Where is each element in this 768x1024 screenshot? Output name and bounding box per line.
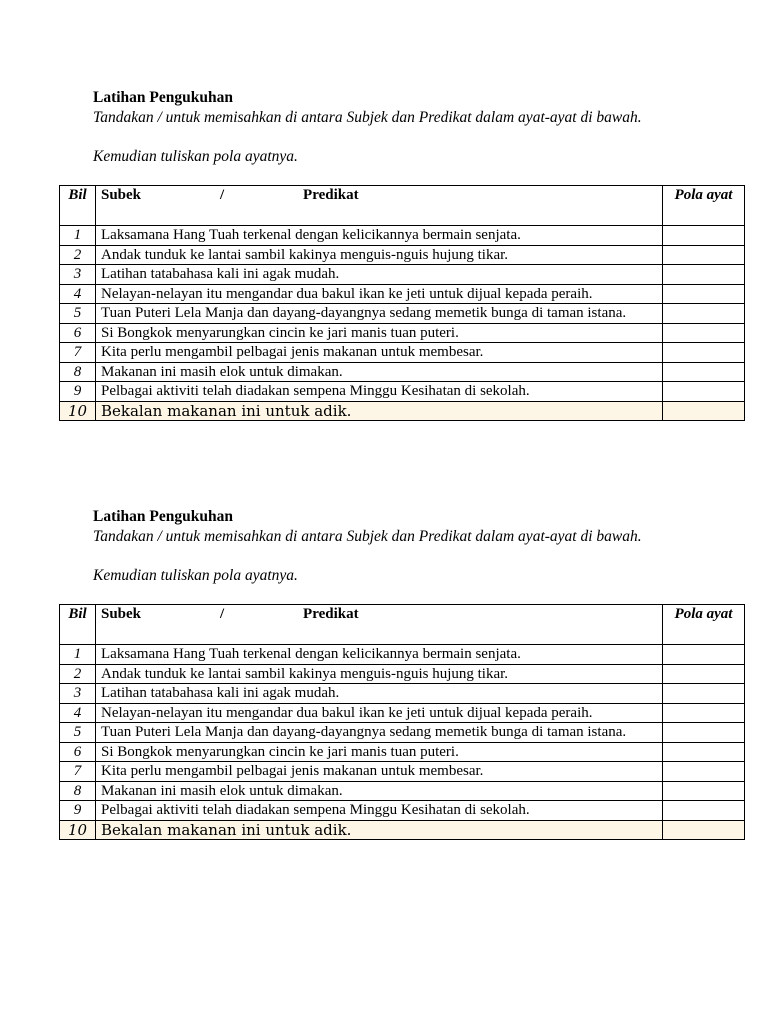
- table-row: [60, 304, 745, 324]
- sentence-cell[interactable]: Makanan ini masih elok untuk dimakan.: [96, 362, 663, 382]
- sentence-cell[interactable]: Laksamana Hang Tuah terkenal dengan kelicikannya bermain senjata.: [96, 645, 663, 665]
- table-row: [60, 382, 745, 402]
- pola-ayat-cell[interactable]: [663, 401, 745, 421]
- row-number: 1: [60, 226, 96, 246]
- table-row: [60, 684, 745, 704]
- header-subek-predikat: [96, 186, 663, 226]
- row-number: 3: [60, 265, 96, 285]
- pola-ayat-cell[interactable]: [663, 645, 745, 665]
- pola-ayat-cell[interactable]: [663, 664, 745, 684]
- pola-ayat-cell[interactable]: [663, 304, 745, 324]
- pola-ayat-cell[interactable]: [663, 245, 745, 265]
- header-bil: Bil: [60, 605, 96, 645]
- row-number: 9: [60, 801, 96, 821]
- sentence-cell[interactable]: Kita perlu mengambil pelbagai jenis makanan untuk membesar.: [96, 762, 663, 782]
- pola-ayat-cell[interactable]: [663, 801, 745, 821]
- row-number: 6: [60, 323, 96, 343]
- row-number: 6: [60, 742, 96, 762]
- table-row: [60, 362, 745, 382]
- row-number: 4: [60, 284, 96, 304]
- pola-ayat-cell[interactable]: [663, 343, 745, 363]
- sentence-cell[interactable]: Si Bongkok menyarungkan cincin ke jari manis tuan puteri.: [96, 742, 663, 762]
- header-pola: Pola ayat: [663, 605, 745, 645]
- instruction-text: Tandakan / untuk memisahkan di antara Subjek dan Predikat dalam ayat-ayat di bawah.: [93, 528, 642, 545]
- row-number: 4: [60, 703, 96, 723]
- exercise-table: [59, 185, 745, 421]
- row-number: 1: [60, 645, 96, 665]
- table-row: [60, 762, 745, 782]
- sentence-cell[interactable]: Andak tunduk ke lantai sambil kakinya menguis-nguis hujung tikar.: [96, 664, 663, 684]
- header-slash: /: [219, 606, 225, 622]
- table-row: [60, 284, 745, 304]
- header-predikat: Predikat: [303, 606, 359, 622]
- table-row: [60, 226, 745, 246]
- sentence-cell[interactable]: Bekalan makanan ini untuk adik.: [96, 820, 663, 840]
- row-number: 5: [60, 304, 96, 324]
- sentence-cell[interactable]: Latihan tatabahasa kali ini agak mudah.: [96, 684, 663, 704]
- row-number: 7: [60, 343, 96, 363]
- sentence-cell[interactable]: Latihan tatabahasa kali ini agak mudah.: [96, 265, 663, 285]
- pola-ayat-cell[interactable]: [663, 382, 745, 402]
- pola-ayat-cell[interactable]: [663, 762, 745, 782]
- exercise-title: Latihan Pengukuhan: [93, 89, 233, 106]
- pola-ayat-cell[interactable]: [663, 703, 745, 723]
- sentence-cell[interactable]: Kita perlu mengambil pelbagai jenis makanan untuk membesar.: [96, 343, 663, 363]
- header-pola: Pola ayat: [663, 186, 745, 226]
- header-subek: Subek: [101, 187, 142, 203]
- pola-ayat-cell[interactable]: [663, 323, 745, 343]
- row-number: 8: [60, 362, 96, 382]
- table-row: [60, 645, 745, 665]
- pola-ayat-cell[interactable]: [663, 742, 745, 762]
- instruction-text-2: Kemudian tuliskan pola ayatnya.: [93, 148, 298, 165]
- pola-ayat-cell[interactable]: [663, 226, 745, 246]
- row-number: 2: [60, 245, 96, 265]
- row-number: 10: [60, 820, 96, 840]
- table-row: [60, 245, 745, 265]
- header-bil: Bil: [60, 186, 96, 226]
- table-row: [60, 265, 745, 285]
- sentence-cell[interactable]: Bekalan makanan ini untuk adik.: [96, 401, 663, 421]
- sentence-cell[interactable]: Pelbagai aktiviti telah diadakan sempena Minggu Kesihatan di sekolah.: [96, 382, 663, 402]
- pola-ayat-cell[interactable]: [663, 820, 745, 840]
- sentence-cell[interactable]: Makanan ini masih elok untuk dimakan.: [96, 781, 663, 801]
- sentence-cell[interactable]: Si Bongkok menyarungkan cincin ke jari manis tuan puteri.: [96, 323, 663, 343]
- pola-ayat-cell[interactable]: [663, 362, 745, 382]
- sentence-cell[interactable]: Laksamana Hang Tuah terkenal dengan kelicikannya bermain senjata.: [96, 226, 663, 246]
- table-row: [60, 801, 745, 821]
- row-number: 7: [60, 762, 96, 782]
- header-subek: Subek: [101, 606, 142, 622]
- table-row: [60, 323, 745, 343]
- sentence-cell[interactable]: Nelayan-nelayan itu mengandar dua bakul ikan ke jeti untuk dijual kepada peraih.: [96, 703, 663, 723]
- row-number: 3: [60, 684, 96, 704]
- pola-ayat-cell[interactable]: [663, 265, 745, 285]
- pola-ayat-cell[interactable]: [663, 723, 745, 743]
- table-header-row: [60, 186, 745, 226]
- table-row: [60, 703, 745, 723]
- instruction-text-2: Kemudian tuliskan pola ayatnya.: [93, 567, 298, 584]
- header-subek-predikat: [96, 605, 663, 645]
- header-slash: /: [219, 187, 225, 203]
- exercise-title: Latihan Pengukuhan: [93, 508, 233, 525]
- sentence-cell[interactable]: Tuan Puteri Lela Manja dan dayang-dayangnya sedang memetik bunga di taman istana.: [96, 304, 663, 324]
- exercise-table: [59, 604, 745, 840]
- table-row: [60, 820, 745, 840]
- header-predikat: Predikat: [303, 187, 359, 203]
- pola-ayat-cell[interactable]: [663, 781, 745, 801]
- table-row: [60, 723, 745, 743]
- row-number: 10: [60, 401, 96, 421]
- table-row: [60, 343, 745, 363]
- table-row: [60, 401, 745, 421]
- row-number: 5: [60, 723, 96, 743]
- pola-ayat-cell[interactable]: [663, 684, 745, 704]
- row-number: 9: [60, 382, 96, 402]
- table-row: [60, 742, 745, 762]
- table-row: [60, 781, 745, 801]
- row-number: 2: [60, 664, 96, 684]
- pola-ayat-cell[interactable]: [663, 284, 745, 304]
- table-row: [60, 664, 745, 684]
- sentence-cell[interactable]: Andak tunduk ke lantai sambil kakinya menguis-nguis hujung tikar.: [96, 245, 663, 265]
- sentence-cell[interactable]: Tuan Puteri Lela Manja dan dayang-dayangnya sedang memetik bunga di taman istana.: [96, 723, 663, 743]
- table-header-row: [60, 605, 745, 645]
- row-number: 8: [60, 781, 96, 801]
- sentence-cell[interactable]: Pelbagai aktiviti telah diadakan sempena Minggu Kesihatan di sekolah.: [96, 801, 663, 821]
- sentence-cell[interactable]: Nelayan-nelayan itu mengandar dua bakul ikan ke jeti untuk dijual kepada peraih.: [96, 284, 663, 304]
- instruction-text: Tandakan / untuk memisahkan di antara Subjek dan Predikat dalam ayat-ayat di bawah.: [93, 109, 642, 126]
